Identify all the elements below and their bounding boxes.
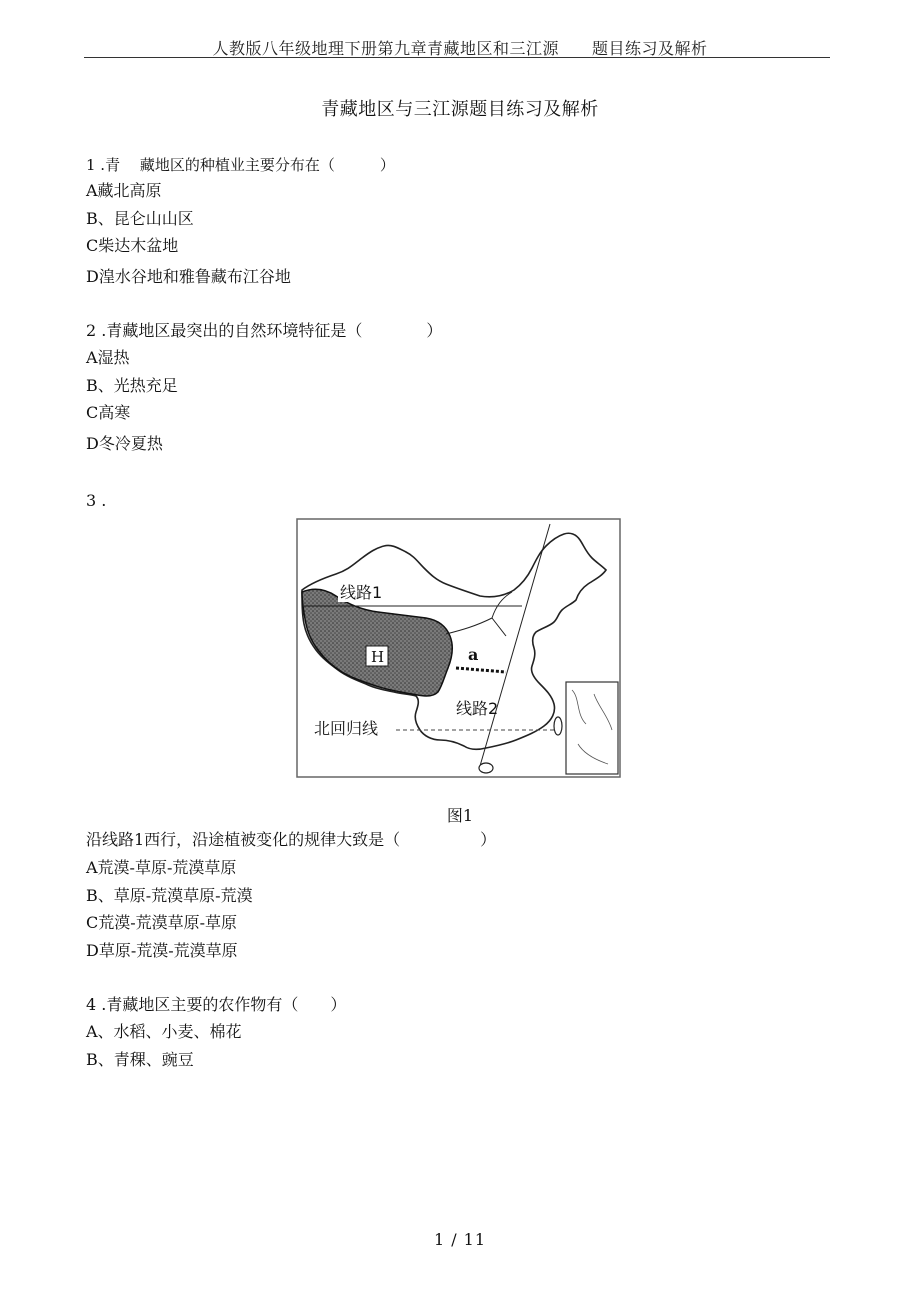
taiwan-island (554, 717, 562, 735)
south-sea-inset (566, 682, 618, 774)
question-1-option-a: A藏北高原 (86, 181, 162, 200)
page-number: 1 / 11 (433, 1230, 487, 1249)
question-2-option-c: C高寒 (86, 403, 131, 422)
question-1-option-b: B、昆仑山山区 (86, 209, 194, 228)
question-2-option-b: B、光热充足 (86, 376, 178, 395)
point-a-label: a (468, 645, 479, 664)
question-3-option-d: D草原-荒漠-荒漠草原 (86, 941, 238, 960)
map-figure (296, 518, 621, 778)
tropic-label: 北回归线 (314, 719, 379, 738)
question-1-option-d: D湟水谷地和雅鲁藏布江谷地 (86, 267, 291, 286)
question-3-sub-stem: 沿线路1西行，沿途植被变化的规律大致是（ ） (86, 830, 497, 849)
route-1-label: 线路1 (340, 583, 383, 602)
figure-caption: 图1 (446, 806, 474, 825)
question-2-option-a: A湿热 (86, 348, 130, 367)
question-3-stem: 3 . (86, 491, 107, 510)
route-2-label: 线路2 (456, 699, 499, 718)
question-2-option-d: D冬冷夏热 (86, 434, 163, 453)
running-header: 人教版八年级地理下册第九章青藏地区和三江源 题目练习及解析 (212, 39, 708, 58)
question-4-option-a: A、水稻、小麦、棉花 (86, 1022, 242, 1041)
question-3-option-c: C荒漠-荒漠草原-草原 (86, 913, 238, 932)
region-h-label: H (371, 648, 385, 666)
question-1-stem: 1 .青 藏地区的种植业主要分布在（ ） (86, 156, 395, 174)
document-title: 青藏地区与三江源题目练习及解析 (321, 99, 599, 120)
question-4-stem: 4 .青藏地区主要的农作物有（ ） (86, 995, 347, 1014)
header-divider (84, 57, 830, 58)
question-3-option-a: A荒漠-草原-荒漠草原 (86, 858, 237, 877)
question-3-option-b: B、草原-荒漠草原-荒漠 (86, 886, 253, 905)
question-1-option-c: C柴达木盆地 (86, 236, 179, 255)
question-2-stem: 2 .青藏地区最突出的自然环境特征是（ ） (86, 321, 443, 340)
question-4-option-b: B、青稞、豌豆 (86, 1050, 194, 1069)
china-map-svg (296, 518, 621, 778)
hainan-island (479, 763, 493, 773)
